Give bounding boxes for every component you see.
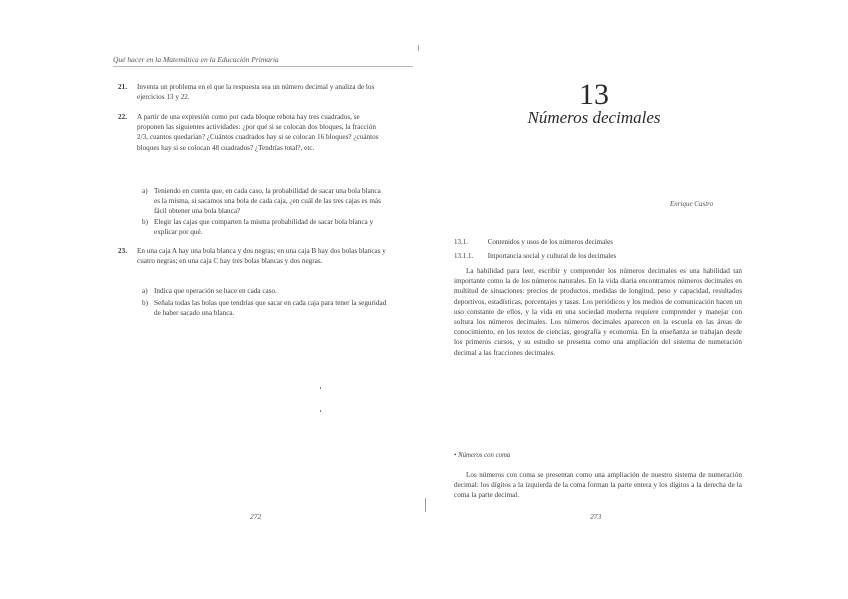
- sub-item-label: b): [142, 299, 148, 307]
- scan-speck: [320, 387, 321, 389]
- running-head: Qué hacer en la Matemática en la Educación Primaria: [113, 55, 279, 64]
- section-title: Importancia social y cultural de los decimales: [487, 252, 617, 260]
- closing-paragraph: Los números con coma se presentan como una ampliación de nuestro sistema de numeración decimal: los dígitos a la izquierda de la coma forman la parte entera y los dígitos a la derecha de la coma la parte decimal.: [454, 471, 742, 500]
- sub-item-b-2: [142, 298, 388, 318]
- sub-item-label: a): [142, 187, 148, 195]
- running-head-rule: [113, 66, 413, 67]
- section-heading: [454, 238, 613, 246]
- chapter-title: Números decimales: [527, 108, 661, 127]
- sub-item-text: Elegir las cajas que comparten la misma probabilidad de sacar bola blanca y explicar por qué.: [154, 218, 374, 237]
- scan-speck: [320, 410, 321, 412]
- bullet-heading-text: Números con coma: [458, 452, 511, 459]
- sub-item-text: Señala todas las bolas que tendrías que sacar en cada caja para tener la seguridad de haber sacado una blanca.: [154, 299, 387, 318]
- section-title: Contenidos y usos de los números decimales: [487, 238, 613, 246]
- sub-item-a-1: [142, 186, 388, 217]
- body-paragraph: La habilidad para leer, escribir y comprender los números decimales es una habilidad tan importante como la de los números naturales. En la vida diaria encontramos números decimales en multitud de situaciones: precios de productos, medidas de longitud, peso y capacidad, resultados deportivos, estadísticas, porcentajes y tasas. Los periódicos y los medios de comunicación hacen un uso constante de ellos, y la vida en una sociedad moderna requiere comprender y manejar con soltura los números decimales. Los números decimales aparecen en la escuela en las áreas de conocimiento, en los textos de ciencias, geografía y economía. En la enseñanza se trabajan desde los primeros cursos, y su estudio se presenta como una ampliación del sistema de numeración decimal a las fracciones decimales.: [454, 267, 742, 357]
- exercise-text: En una caja A hay una bola blanca y dos negras; en una caja B hay dos bolas blancas y cuatro negras; en una caja C hay tres bolas blancas y dos negras.: [137, 247, 386, 266]
- section-number: 13.1.1.: [454, 252, 474, 260]
- sub-item-text: Indica que operación se hace en cada caso.: [154, 287, 277, 295]
- gutter-mark: [418, 45, 419, 51]
- page-number: 272: [250, 512, 262, 521]
- chapter-number: 13: [579, 78, 609, 111]
- sub-item-text: Teniendo en cuenta que, en cada caso, la probabilidad de sacar una bola blanca es la misma, si sacamos una bola de cada caja, ¿en cuál de las tres cajas es más fácil obtener una bola blanca?: [154, 187, 381, 216]
- exercise-23: [118, 246, 388, 266]
- sub-item-a-2: [142, 286, 388, 296]
- sub-item-label: a): [142, 287, 148, 295]
- sub-item-label: b): [142, 218, 148, 226]
- section-number: 13.1.: [454, 238, 468, 246]
- sub-item-b-1: [142, 217, 388, 237]
- page-number: 273: [590, 512, 602, 521]
- subsection-heading: [454, 252, 616, 260]
- chapter-author: Enrique Castro: [670, 200, 714, 208]
- right-page: [424, 0, 848, 599]
- exercise-text: Inventa un problema en el que la respuesta sea un número decimal y analiza de los ejercicios 13 y 22.: [137, 83, 375, 102]
- exercise-21: [118, 82, 388, 102]
- exercise-number: 21.: [118, 83, 127, 91]
- exercise-number: 23.: [118, 247, 127, 255]
- exercise-text: A partir de una expresión como por cada bloque rebota hay tres cuadrados, se proponen las siguientes actividades: ¿por qué si se colocan dos bloques, la fracción 2/3, cuantos quedarían? ¿Cuántos cuadrados hay si se colocan 16 bloques? ¿cuántos bloques hay si se colocan 48 cuadrados? ¿Tendrías total?, etc.: [137, 113, 379, 152]
- exercise-number: 22.: [118, 113, 127, 121]
- exercise-22: [118, 112, 388, 153]
- bullet-heading: [454, 452, 510, 459]
- bullet-icon: •: [454, 452, 457, 459]
